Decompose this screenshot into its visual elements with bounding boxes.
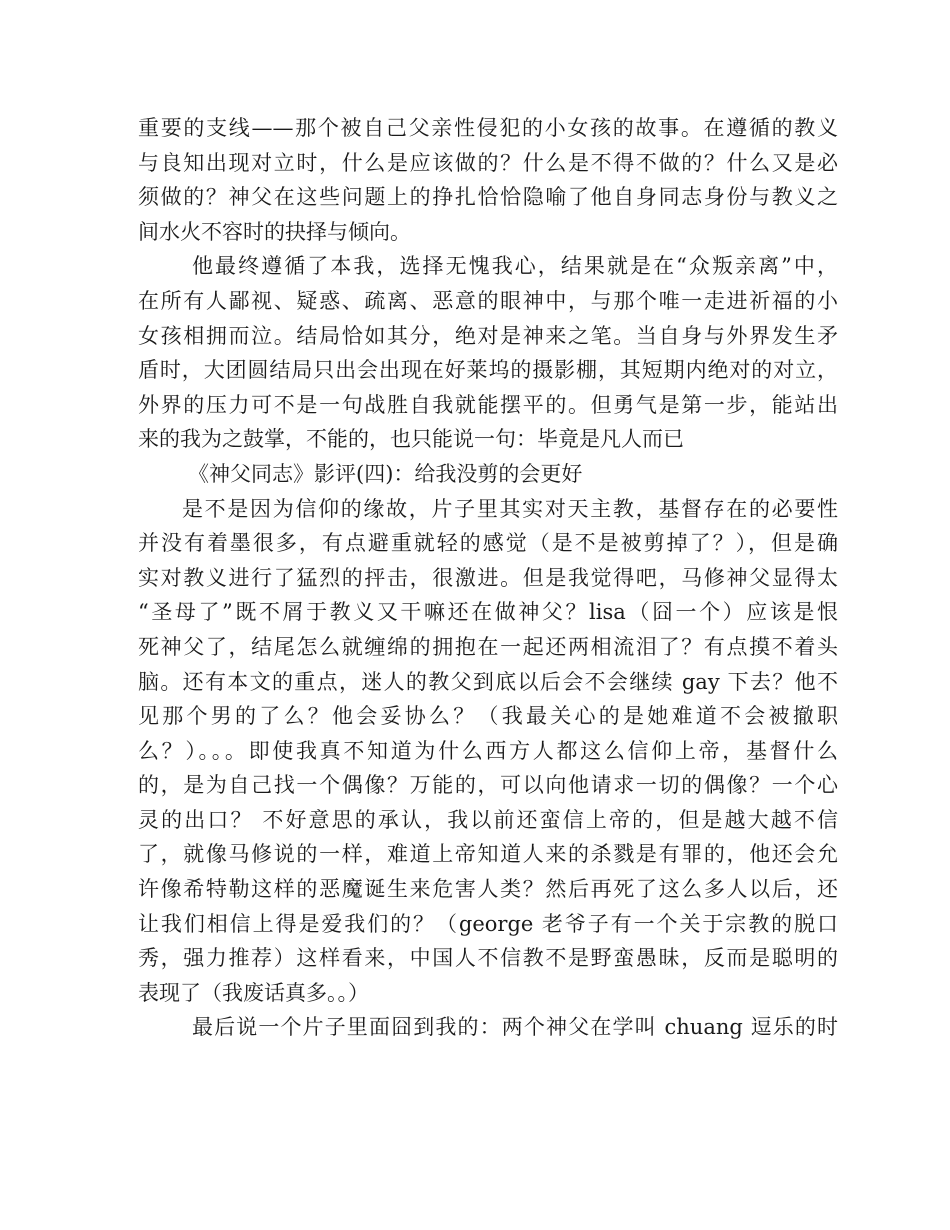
text-line: 灵的出口？ 不好意思的承认，我以前还蛮信上帝的，但是越大越不信 [138,807,838,832]
text-line: 女孩相拥而泣。结局恰如其分，绝对是神来之笔。当自身与外界发生矛 [138,323,838,348]
text-line: 盾时，大团圆结局只出会出现在好莱坞的摄影棚，其短期内绝对的对立， [138,358,838,383]
paragraph-1 [138,111,838,249]
text-line: 是不是因为信仰的缘故，片子里其实对天主教，基督存在的必要性 [182,496,838,521]
text-line: 实对教义进行了猛烈的抨击，很激进。但是我觉得吧，马修神父显得太 [138,565,838,590]
text-line: 死神父了，结尾怎么就缠绵的拥抱在一起还两相流泪了？有点摸不着头 [138,634,838,659]
text-line: 了，就像马修说的一样，难道上帝知道人来的杀戮是有罪的，他还会允 [138,842,838,867]
text-line: 间水火不容时的抉择与倾向。 [138,219,411,244]
text-line: 与良知出现对立时，什么是应该做的？什么是不得不做的？什么又是必 [138,150,838,175]
paragraph-4 [138,1010,838,1045]
section-title: 《神父同志》影评(四)：给我没剪的会更好 [188,461,583,486]
text-line: 外界的压力可不是一句战胜自我就能摆平的。但勇气是第一步，能站出 [138,392,838,417]
text-line: 来的我为之鼓掌，不能的，也只能说一句：毕竟是凡人而已 [138,427,684,452]
text-line: 秀，强力推荐）这样看来，中国人不信教不是野蛮愚昧，反而是聪明的 [138,946,838,971]
text-line: 脑。还有本文的重点，迷人的教父到底以后会不会继续 gay 下去？他不 [138,669,838,694]
text-line: 并没有着墨很多，有点避重就轻的感觉（是不是被剪掉了？），但是确 [138,531,838,556]
text-line: 的，是为自己找一个偶像？万能的，可以向他请求一切的偶像？一个心 [138,773,838,798]
text-line: “圣母了”既不屑于教义又干嘛还在做神父？lisa（囧一个）应该是恨 [138,600,838,625]
text-line: 让我们相信上得是爱我们的？（george 老爷子有一个关于宗教的脱口 [138,911,838,936]
review-heading [138,457,838,492]
text-line: 最后说一个片子里面囧到我的：两个神父在学叫 chuang 逗乐的时 [192,1015,838,1040]
text-line: 见那个男的了么？他会妥协么？（我最关心的是她难道不会被撤职 [138,704,838,729]
text-line: 重要的支线——那个被自己父亲性侵犯的小女孩的故事。在遵循的教义 [138,116,838,140]
text-line: 表现了（我废话真多。。） [138,980,369,1005]
paragraph-3 [138,492,838,1011]
text-line: 他最终遵循了本我，选择无愧我心，结果就是在“众叛亲离”中， [192,254,838,279]
text-line: 在所有人鄙视、疑惑、疏离、恶意的眼神中，与那个唯一走进祈福的小 [138,288,838,313]
text-line: 须做的？神父在这些问题上的挣扎恰恰隐喻了他自身同志身份与教义之 [138,185,838,210]
text-line: 许像希特勒这样的恶魔诞生来危害人类？然后再死了这么多人以后，还 [138,877,838,902]
body-text [138,111,838,1045]
text-line: 么？）。。。即使我真不知道为什么西方人都这么信仰上帝，基督什么 [138,738,838,763]
paragraph-2 [138,249,838,457]
